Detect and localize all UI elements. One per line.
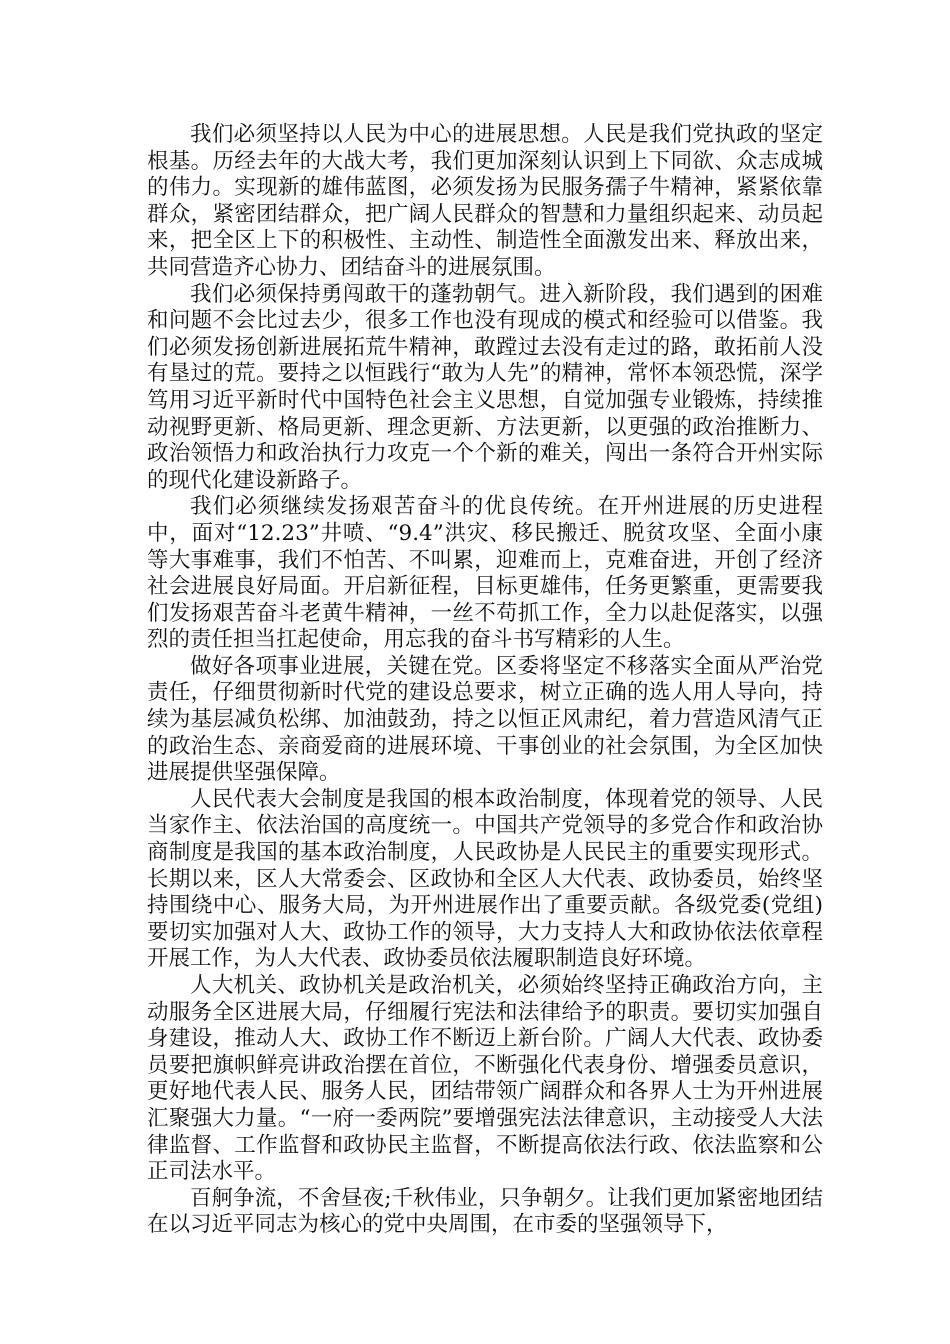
paragraph-political-organs: 人大机关、政协机关是政治机关，必须始终坚持正确政治方向，主动服务全区进展大局，仔细履行宪法和法律给予的职责。要切实加强自身建设，推动人大、政协工作不断迈上新台阶。广阔人大代表、政协委员要把旗帜鲜亮讲政治摆在首位，不断强化代表身份、增强委员意识，更好地代表人民、服务人民，团结带领广阔群众和各界人士为开州进展汇聚强大力量。“一府一委两院”要增强宪法法律意识，主动接受人大法律监督、工作监督和政协民主监督，不断提高依法行政、依法监察和公正司法水平。	[147, 973, 823, 1185]
paragraph-party-leadership: 做好各项事业进展，关键在党。区委将坚定不移落实全面从严治党责任，仔细贯彻新时代党的建设总要求，树立正确的选人用人导向，持续为基层减负松绑、加油鼓劲，持之以恒正风肃纪，着力营造风清气正的政治生态、亲商爱商的进展环境、干事创业的社会氛围，为全区加快进展提供坚强保障。	[147, 653, 823, 786]
paragraph-people-centered: 我们必须坚持以人民为中心的进展思想。人民是我们党执政的坚定根基。历经去年的大战大考，我们更加深刻认识到上下同欲、众志成城的伟力。实现新的雄伟蓝图，必须发扬为民服务孺子牛精神，紧紧依靠群众，紧密团结群众，把广阔人民群众的智慧和力量组织起来、动员起来，把全区上下的积极性、主动性、制造性全面激发出来、释放出来，共同营造齐心协力、团结奋斗的进展氛围。	[147, 122, 823, 280]
document-body	[147, 122, 823, 1239]
paragraph-hard-work: 我们必须继续发扬艰苦奋斗的优良传统。在开州进展的历史进程中，面对“12.23”井喷、“9.4”洪灾、移民搬迁、脱贫攻坚、全面小康等大事难事，我们不怕苦、不叫累，迎难而上，克难奋进，开创了经济社会进展良好局面。开启新征程，目标更雄伟，任务更繁重，更需要我们发扬艰苦奋斗老黄牛精神，一丝不苟抓工作，全力以赴促落实，以强烈的责任担当扛起使命，用忘我的奋斗书写精彩的人生。	[147, 494, 823, 653]
paragraph-bold-spirit: 我们必须保持勇闯敢干的蓬勃朝气。进入新阶段，我们遇到的困难和问题不会比过去少，很多工作也没有现成的模式和经验可以借鉴。我们必须发扬创新进展拓荒牛精神，敢蹚过去没有走过的路，敢拓前人没有垦过的荒。要持之以恒践行“敢为人先”的精神，常怀本领恐慌，深学笃用习近平新时代中国特色社会主义思想，自觉加强专业锻炼，持续推动视野更新、格局更新、理念更新、方法更新，以更强的政治推断力、政治领悟力和政治执行力攻克一个个新的难关，闯出一条符合开州实际的现代化建设新路子。	[147, 281, 823, 493]
paragraph-congress-system: 人民代表大会制度是我国的根本政治制度，体现着党的领导、人民当家作主、依法治国的高度统一。中国共产党领导的多党合作和政治协商制度是我国的基本政治制度，人民政协是人民民主的重要实现形式。长期以来，区人大常委会、区政协和全区人大代表、政协委员，始终坚持围绕中心、服务大局，为开州进展作出了重要贡献。各级党委(党组)要切实加强对人大、政协工作的领导，大力支持人大和政协依法依章程开展工作，为人大代表、政协委员依法履职制造良好环境。	[147, 786, 823, 972]
paragraph-closing: 百舸争流，不舍昼夜;千秋伟业，只争朝夕。让我们更加紧密地团结在以习近平同志为核心的党中央周围，在市委的坚强领导下，	[147, 1185, 823, 1238]
